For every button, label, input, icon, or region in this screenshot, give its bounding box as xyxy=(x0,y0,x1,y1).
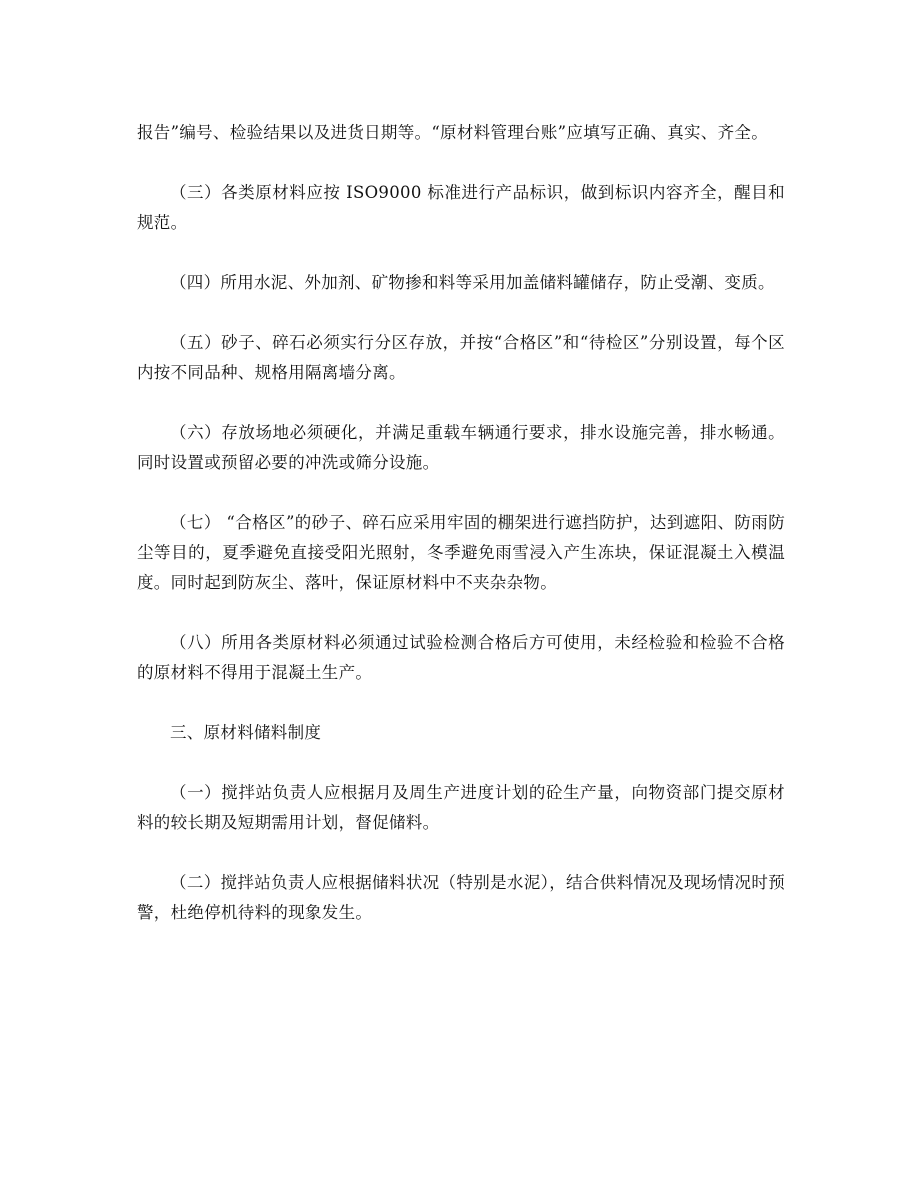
section-heading-stockpile-system: 三、原材料储料制度 xyxy=(170,723,322,742)
paragraph-stockpile-item-2: （二）搅拌站负责人应根据储料状况（特别是水泥），结合供料情况及现场情况时预警，杜绝停机待料的现象发生。 xyxy=(137,873,785,922)
paragraph-item-5-zoned-storage: （五）砂子、碎石必须实行分区存放，并按“合格区”和“待检区”分别设置，每个区内按不同品种、规格用隔离墙分离。 xyxy=(137,333,785,382)
paragraph-item-3-labeling: （三）各类原材料应按 ISO9000 标准进行产品标识，做到标识内容齐全，醒目和规范。 xyxy=(137,183,785,232)
paragraph-item-8-testing: （八）所用各类原材料必须通过试验检测合格后方可使用，未经检验和检验不合格的原材料不得用于混凝土生产。 xyxy=(137,633,785,682)
paragraph-item-7-shelter: （七） “合格区”的砂子、碎石应采用牢固的棚架进行遮挡防护，达到遮阳、防雨防尘等目的，夏季避免直接受阳光照射，冬季避免雨雪浸入产生冻块，保证混凝土入模温度。同时起到防灰尘、落叶，保证原材料中不夹杂杂物。 xyxy=(137,513,785,592)
paragraph-item-4-storage-tanks: （四）所用水泥、外加剂、矿物掺和料等采用加盖储料罐储存，防止受潮、变质。 xyxy=(170,273,775,292)
paragraph-item-6-site-hardening: （六）存放场地必须硬化，并满足重载车辆通行要求，排水设施完善，排水畅通。同时设置或预留必要的冲洗或筛分设施。 xyxy=(137,423,785,472)
paragraph-stockpile-item-1: （一）搅拌站负责人应根据月及周生产进度计划的砼生产量，向物资部门提交原材料的较长期及短期需用计划，督促储料。 xyxy=(137,783,785,832)
paragraph-ledger-continuation: 报告”编号、检验结果以及进货日期等。“原材料管理台账”应填写正确、真实、齐全。 xyxy=(137,123,769,142)
document-body xyxy=(137,118,785,928)
